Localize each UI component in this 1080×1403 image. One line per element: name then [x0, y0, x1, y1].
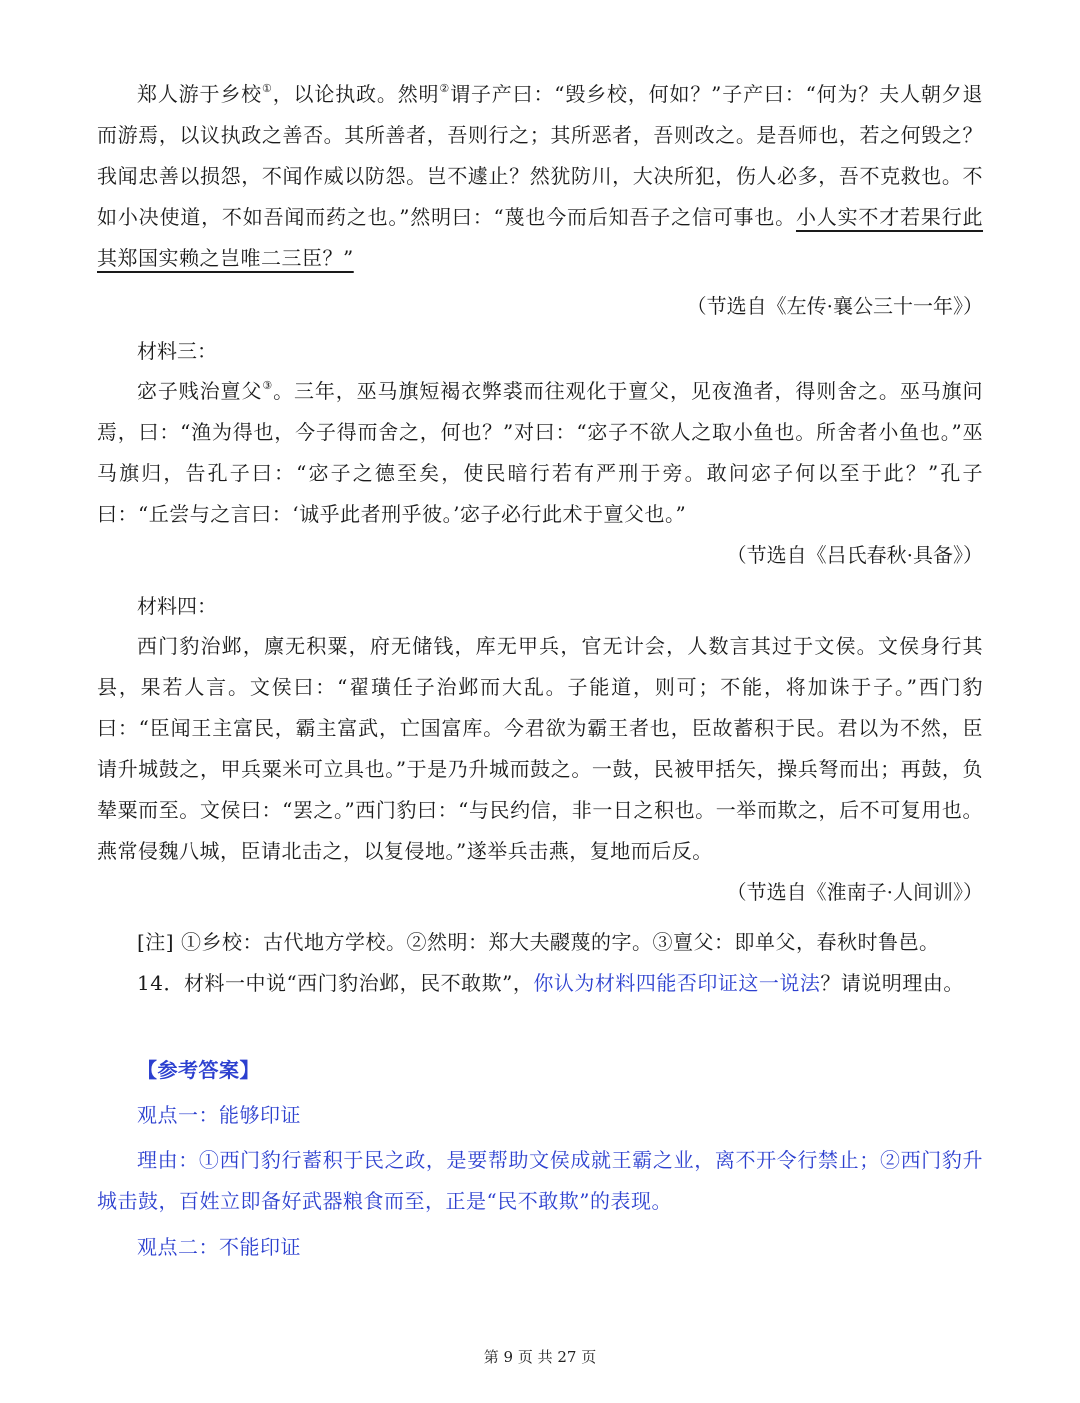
underlined-sentence: 小人实不才若果行此其郑国实赖之岂唯二三臣？” [97, 205, 984, 270]
footnote-marker: ③ [262, 379, 274, 392]
text-run: 谓子产曰：“毁乡校，何如？”子产曰：“何为？夫人朝夕退而游焉，以议执政之善否。其所善者，吾则行之；其所恶者，吾则改之。是吾师也，若之何毁之？我闻忠善以损怨，不闻作威以防怨。岂不遽止？然犹防川，大决所犯，伤人必多，吾不克救也。不如小决使道，不如吾闻而药之也。”然明曰：“蔑也今而后知吾子之信可事也。 [97, 82, 983, 229]
highlighted-text: 你认为材料四能否印证这一说法 [533, 971, 821, 995]
footnote-marker: ① [262, 82, 273, 95]
source-citation: （节选自《吕氏春秋·具备》） [726, 543, 983, 567]
material-4-text: 西门豹治邺，廪无积粟，府无储钱，库无甲兵，官无计会，人数言其过于文侯。文侯身行其县，果若人言。文侯曰：“翟璜任子治邺而大乱。子能道，则可；不能，将加诛于子。”西门豹曰：“臣闻王主富民，霸主富武，亡国富库。今君欲为霸王者也，臣故蓄积于民。君以为不然，臣请升城鼓之，甲兵粟米可立具也。”于是乃升城而鼓之。一鼓，民被甲括矢，操兵弩而出；再鼓，负辇粟而至。文侯曰：“罢之。”西门豹曰：“与民约信，非一日之积也。一举而欺之，后不可复用也。燕常侵魏八城，臣请北击之，以复侵地。”遂举兵击燕，复地而后反。 [97, 634, 983, 863]
text-run: ？请说明理由。 [820, 971, 964, 995]
question-14 [97, 963, 983, 1004]
source-citation: （节选自《淮南子·人间训》） [726, 880, 983, 904]
page-number: 第 9 页 共 27 页 [483, 1348, 597, 1366]
text-run: ，以论执政。然明 [272, 82, 440, 106]
text-run: 。三年，巫马旗短褐衣弊裘而往观化于亶父，见夜渔者，得则舍之。巫马旗问焉，曰：“渔为得也，今子得而舍之，何也？”对曰：“宓子不欲人之取小鱼也。所舍者小鱼也。”巫马旗归，告孔子曰：“宓子之德至矣，使民暗行若有严刑于旁。敢问宓子何以至于此？”孔子曰：“丘尝与之言曰：‘诚乎此者刑乎彼。’宓子必行此术于亶父也。” [97, 379, 983, 526]
material-3-section [97, 331, 983, 575]
text-run: 郑人游于乡校 [137, 82, 263, 106]
section-label: 材料四： [137, 594, 217, 618]
section-label: 材料三： [137, 339, 217, 363]
text-run: 14．材料一中说“西门豹治邺，民不敢欺”， [137, 971, 534, 995]
text-run: 宓子贱治亶父 [137, 379, 263, 403]
answer-section [97, 1050, 983, 1268]
material-2-text [97, 74, 983, 279]
notes-and-question [97, 922, 983, 1004]
footnote-marker: ② [439, 82, 451, 95]
footnotes: [注] ①乡校：古代地方学校。②然明：郑大夫鬷蔑的字。③亶父：即单父，春秋时鲁邑。 [137, 930, 940, 954]
answer-heading: 【参考答案】 [137, 1058, 260, 1082]
answer-view-1: 观点一：能够印证 [137, 1103, 301, 1127]
material-4-section [97, 586, 983, 912]
answer-reason-1: 理由：①西门豹行蓄积于民之政，是要帮助文侯成就王霸之业，离不开令行禁止；②西门豹升城击鼓，百姓立即备好武器粮食而至，正是“民不敢欺”的表现。 [97, 1148, 983, 1213]
answer-view-2: 观点二：不能印证 [137, 1235, 301, 1259]
material-2-section [97, 74, 983, 326]
source-citation: （节选自《左传·襄公三十一年》） [686, 294, 983, 318]
material-3-text [97, 371, 983, 535]
